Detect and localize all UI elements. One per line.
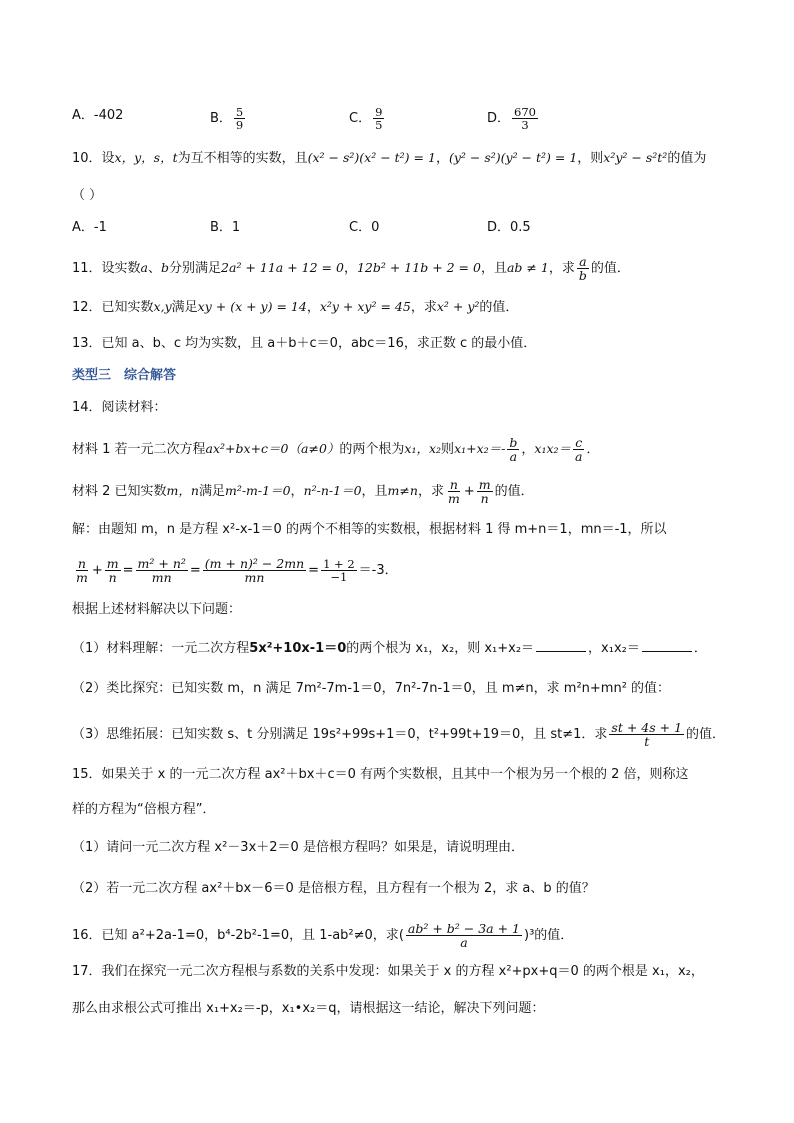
q10-option-a: A．-1 [72,220,107,235]
numerator: a [579,254,587,269]
q16-prefix: 16．已知 a²+2a-1=0，b⁴-2b²-1=0，且 1-ab²≠0，求 [72,928,399,944]
q10-eq1: (x² − s²)(x² − t²) = 1 [307,150,436,165]
q12-text: 满足 [171,300,198,315]
q11-text: 、 [148,261,162,277]
denominator: n [108,570,117,586]
q9-option-d-fraction [512,106,538,131]
numerator: 5 [235,105,244,119]
q14-part-2: （2）类比探究：已知实数 m，n 满足 7m²-7m-1＝0，7n²-7n-1＝0，且 m≠n，求 m²n+mn² 的值： [72,681,671,696]
q16-paren-left: ( [398,928,404,944]
q13: 13．已知 a、b、c 均为实数，且 a＋b＋c＝0，abc＝16，求正数 c 的最小值． [72,336,537,351]
q14-solution-line-1: 解：由题知 m，n 是方程 x²-x-1＝0 的两个不相等的实数根，根据材料 1 得 m+n＝1，mn＝-1，所以 [72,522,667,537]
q15-part-1: （1）请问一元二次方程 x²－3x＋2＝0 是倍根方程吗？如果是，请说明理由． [72,840,524,855]
numerator: 670 [514,105,536,119]
denominator: m [76,570,88,586]
numerator: m [106,556,119,571]
q14-sol-fraction-sum-squares [136,557,188,584]
q14-p3-fraction [609,721,684,748]
q12-suffix: 的值． [479,300,519,315]
q17-line-1: 17．我们在探究一元二次方程根与系数的关系中发现：如果关于 x 的方程 x²+px+q＝0 的两个根是 x₁，x₂， [72,964,704,979]
q10-eq3: x²y² − s²t² [603,150,668,165]
equals-sign: = [308,563,320,579]
numerator: n [77,556,86,571]
q11-var-b: b [161,260,170,276]
q14-m1-then: 则 [441,442,455,458]
denominator: m [447,491,460,507]
denominator: −1 [330,570,348,585]
q10-vars: x，y，s，t [114,150,178,165]
q14-material-2 [72,478,534,505]
q14-m1-prefix: 材料 1 若一元二次方程 [72,442,206,458]
q10-text: 为互不相等的实数，且 [177,151,308,166]
denominator: mn [151,570,172,586]
q14-m1-fraction-c-a [573,436,584,463]
numerator: m [478,477,491,492]
plus-sign: + [91,563,103,579]
answer-blank-product[interactable] [642,637,692,652]
q14-m1-end: ． [586,442,600,458]
q11-text3: ，且 [480,261,507,277]
q14-m1-roots: x₁，x₂ [404,441,442,457]
equals-sign: = [122,563,134,579]
q14-intro: 根据上述材料解决以下问题： [72,602,242,617]
q14-p1-equation: 5x²+10x-1＝0 [249,641,347,656]
q14-material-1 [72,436,600,463]
q10-option-c: C．0 [349,220,380,235]
q15-line-2: 样的方程为“倍根方程”． [72,802,216,817]
q14-p1-sep: ，x₁x₂＝ [588,641,640,656]
denominator: a [575,449,583,465]
q10-option-d: D．0.5 [487,220,531,235]
q15-line-1: 15．如果关于 x 的一元二次方程 ax²＋bx＋c＝0 有两个实数根，且其中一个根为另一个根的 2 倍，则称这 [72,767,689,782]
q11-var-a: a [140,260,148,276]
q14-m1-equation: ax²+bx+c＝0（a≠0） [205,441,340,457]
q12-eq1: xy + (x + y) = 14 [197,299,307,314]
q11-eq2: 12b² + 11b + 2 = 0 [356,260,481,276]
q14-m2-prefix: 材料 2 已知实数 [72,484,167,500]
numerator: 9 [375,105,383,119]
q10-paren: （ ） [72,188,103,203]
numerator: (m + n)² − 2mn [204,556,305,571]
q14-p1-end: ． [693,641,707,656]
q16 [72,922,573,949]
numerator: 1 + 2 [323,557,355,572]
q12-eq2: x²y + xy² = 45 [319,299,411,314]
q11-suffix: 的值． [590,261,630,277]
denominator: b [578,268,587,284]
q14-m1-fraction-b-a [507,436,519,463]
numerator: m² + n² [137,556,186,571]
numerator: ab² + b² − 3a + 1 [407,921,520,936]
q14-sol-fraction-m-n [105,557,121,584]
q11-prefix: 11．设实数 [72,261,141,277]
q14-sol-fraction-expanded [203,557,306,584]
q14-m2-condition: m≠n [387,483,418,499]
q14-m2-fraction-n-m [446,478,462,505]
q11-eq1: 2a² + 11a + 12 = 0 [221,260,344,276]
q9-option-b-fraction [234,106,245,131]
q14-m1-sum: x₁+x₂＝- [454,441,506,457]
denominator: mn [244,570,265,586]
denominator: t [644,734,650,750]
q14-m1-product: x₁x₂＝ [534,441,572,457]
q11-condition: ab ≠ 1 [506,260,549,276]
q14-m2-fraction-m-n [477,478,493,505]
numerator: b [509,435,518,450]
q12 [72,297,518,318]
q10-suffix: 的值为 [667,151,707,166]
q14-m2-sep: ， [290,484,304,500]
denominator: 5 [375,118,383,133]
q14-m2-vars: m，n [166,483,199,499]
q14-p3-prefix: （3）思维拓展：已知实数 s、t 分别满足 19s²+99s+1＝0，t²+99t+19＝0，且 st≠1．求 [72,727,608,743]
q14-sol-result: ＝-3． [358,563,398,579]
q12-sep: ， [306,300,320,315]
q9-option-b [210,106,247,131]
q14-p1-prefix: （1）材料理解：一元二次方程 [72,641,250,656]
denominator: n [480,491,489,507]
denominator: 3 [521,118,529,133]
q14-m1-text: 的两个根为 [339,442,405,458]
q12-eq3: x² + y² [436,299,480,314]
q14-p3-suffix: 的值． [686,727,726,743]
q9-option-d-label: D． [487,111,511,127]
numerator: n [449,477,458,492]
q14-m2-suffix: 的值． [494,484,534,500]
q9-option-c-fraction [373,106,384,131]
q16-fraction [406,922,522,949]
q9-option-c [349,106,386,131]
q17-line-2: 那么由求根公式可推出 x₁+x₂＝-p，x₁•x₂＝q，请根据这一结论，解决下列问题： [72,1001,545,1016]
q10-sep: ， [435,151,449,166]
q9-option-b-label: B． [210,111,232,127]
q15-part-2: （2）若一元二次方程 ax²＋bx－6＝0 是倍根方程，且方程有一个根为 2，求 a、b 的值？ [72,881,595,896]
q11-text4: ，求 [548,261,575,277]
denominator: 9 [235,118,244,133]
q14-part-1 [72,637,707,659]
q11-text2: 分别满足 [169,261,222,277]
q14-m2-text3: ，求 [417,484,444,500]
denominator: a [460,935,468,951]
q11-sep: ， [343,261,357,277]
q12-prefix: 12．已知实数 [72,300,154,315]
plus-sign: + [463,484,475,500]
numerator: c [575,435,583,450]
q9-option-d [487,106,540,131]
q9-option-c-label: C． [349,111,372,127]
section-type-3-heading: 类型三 综合解答 [72,368,177,383]
q14-part-3 [72,721,725,748]
q14-title: 14．阅读材料： [72,400,167,415]
q14-m2-text: 满足 [198,484,225,500]
q10-text2: ，则 [577,151,604,166]
q14-m2-text2: ，且 [361,484,388,500]
q10-option-b: B．1 [210,220,241,235]
q12-vars: x,y [153,299,172,314]
q12-text2: ，求 [410,300,437,315]
equals-sign: = [189,563,201,579]
q14-m2-eq2: n²-n-1＝0 [303,483,362,499]
q14-m2-eq1: m²-m-1＝0 [224,483,291,499]
q16-suffix: 的值． [534,928,574,944]
q16-paren-right: )³ [524,928,535,944]
q14-p1-text: 的两个根为 x₁，x₂，则 x₁+x₂＝ [346,641,535,656]
q11 [72,255,630,282]
q10-eq2: (y² − s²)(y² − t²) = 1 [448,150,578,165]
q9-option-a: A．-402 [72,108,124,123]
q14-sol-fraction-numeric [321,558,357,583]
q14-m1-sep: ， [521,442,535,458]
numerator: st + 4s + 1 [611,720,683,735]
q11-fraction [577,255,589,282]
q14-sol-fraction-n-m [74,557,90,584]
q10-stem [72,148,706,169]
q10-prefix: 10．设 [72,151,115,166]
answer-blank-sum[interactable] [536,637,586,652]
q14-solution-line-2 [72,557,398,584]
denominator: a [509,449,518,465]
